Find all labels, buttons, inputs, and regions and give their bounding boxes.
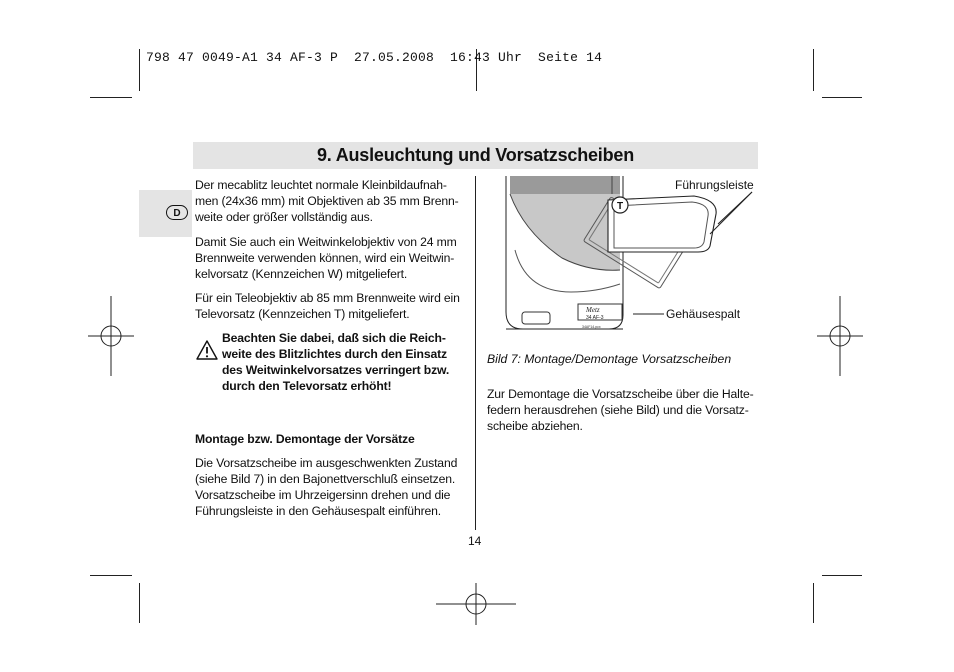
section-title-bar	[193, 142, 758, 169]
text-line: scheibe abziehen.	[487, 419, 583, 433]
text-line: Televorsatz (Kennzeichen T) mitgeliefert.	[195, 307, 410, 321]
label-housing-slot: Gehäusespalt	[666, 307, 741, 321]
section-title: 9. Ausleuchtung und Vorsatzscheiben	[316, 145, 635, 165]
text-line: Damit Sie auch ein Weitwinkelobjektiv von 24 mm	[195, 235, 457, 249]
figure-caption: Bild 7: Montage/Demontage Vorsatzscheiben	[487, 352, 732, 366]
text-line: durch den Televorsatz erhöht!	[222, 379, 392, 393]
text-line: Vorsatzscheibe im Uhrzeigersinn drehen und die	[195, 488, 451, 502]
warning-text	[222, 330, 463, 394]
column-divider	[475, 176, 476, 530]
model-label: 34 AF-3	[586, 315, 604, 321]
subheading: Montage bzw. Demontage der Vorsätze	[195, 432, 415, 446]
text-line: kelvorsatz (Kennzeichen W) mitgeliefert.	[195, 267, 408, 281]
text-line: Brennweite verwenden können, wird ein Weitwin-	[195, 251, 455, 265]
print-slug: 798 47 0049-A1 34 AF-3 P 27.05.2008 16:43 Uhr Seite 14	[146, 50, 603, 65]
paragraph-wide-angle	[195, 234, 463, 282]
figure-code: 34AF14.pcx	[582, 325, 601, 329]
text-line: federn herausdrehen (siehe Bild) und die Vorsatz-	[487, 403, 749, 417]
brand-label: Metz	[586, 306, 600, 314]
text-line: Der mecablitz leuchtet normale Kleinbildaufnah-	[195, 178, 447, 192]
language-badge: D	[166, 205, 188, 220]
paragraph-intro	[195, 177, 463, 225]
page-number: 14	[468, 534, 482, 548]
text-line: men (24x36 mm) mit Objektiven ab 35 mm Brenn-	[195, 194, 459, 208]
paragraph-dismounting	[487, 386, 757, 434]
text-line: weite oder größer vollständig aus.	[195, 210, 373, 224]
text-line: Führungsleiste in den Gehäusespalt einführen.	[195, 504, 441, 518]
text-line: Für ein Teleobjektiv ab 85 mm Brennweite wird ein	[195, 291, 460, 305]
text-line: Zur Demontage die Vorsatzscheibe über die Halte-	[487, 387, 754, 401]
text-line: (siehe Bild 7) in den Bajonettverschluß einsetzen.	[195, 472, 456, 486]
text-line: des Weitwinkelvorsatzes verringert bzw.	[222, 363, 450, 377]
paragraph-tele	[195, 290, 463, 322]
paragraph-mounting	[195, 455, 463, 519]
text-line: Die Vorsatzscheibe im ausgeschwenkten Zustand	[195, 456, 458, 470]
warning-icon	[195, 339, 219, 361]
tele-marker-label: T	[616, 201, 624, 212]
label-guide-rail: Führungsleiste	[675, 178, 754, 192]
text-line: Beachten Sie dabei, daß sich die Reich-	[222, 331, 446, 345]
text-line: weite des Blitzlichtes durch den Einsatz	[222, 347, 447, 361]
